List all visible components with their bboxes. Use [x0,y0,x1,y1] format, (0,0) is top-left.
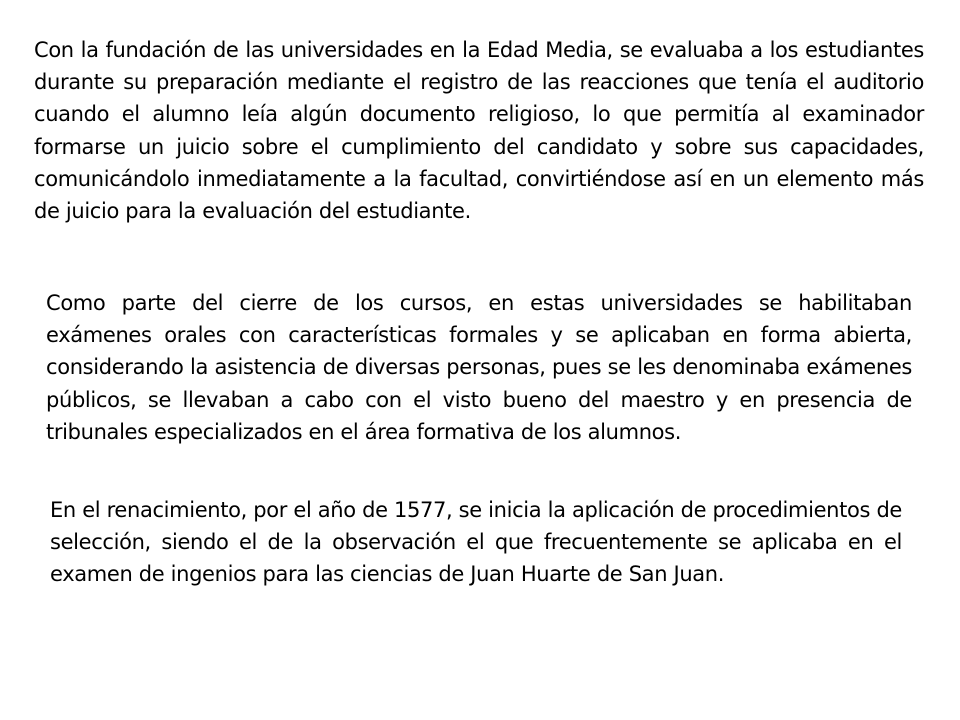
paragraph-oral-exams: Como parte del cierre de los cursos, en estas universidades se habilitaban exámenes orales con características formales y se aplicaban en forma abierta, considerando la asistencia de diversas personas, pues se les denominaba exámenes públicos, se llevaban a cabo con el visto bueno del maestro y en presencia de tribunales especializados en el área formativa de los alumnos. [46,291,912,444]
paragraph-renaissance: En el renacimiento, por el año de 1577, se inicia la aplicación de procedimientos de selección, siendo el de la observación el que frecuentemente se aplicaba en el examen de ingenios para las ciencias de Juan Huarte de San Juan. [50,498,902,587]
paragraph-medieval-universities: Con la fundación de las universidades en la Edad Media, se evaluaba a los estudiantes durante su preparación mediante el registro de las reacciones que tenía el auditorio cuando el alumno leía algún documento religioso, lo que permitía al examinador formarse un juicio sobre el cumplimiento del candidato y sobre sus capacidades, comunicándolo inmediatamente a la facultad, convirtiéndose así en un elemento más de juicio para la evaluación del estudiante. [34,38,924,224]
